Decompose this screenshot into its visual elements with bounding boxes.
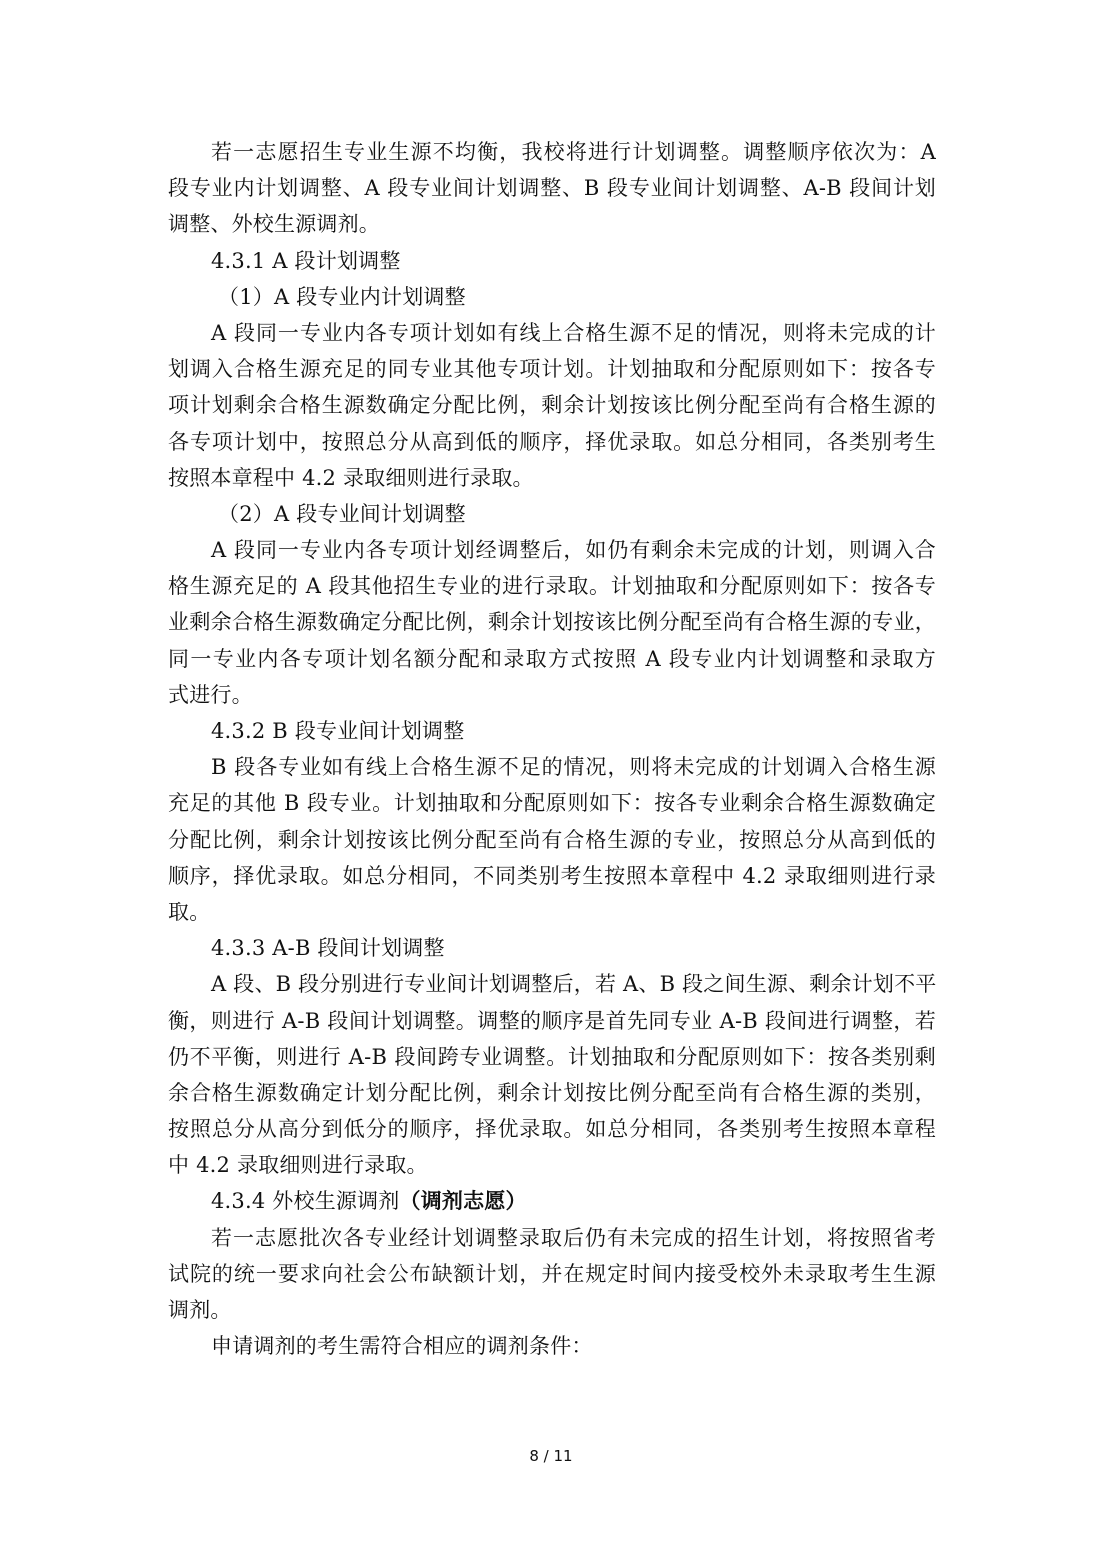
subsection-heading-2: （2）A 段专业间计划调整 xyxy=(218,501,466,526)
text-line: 充足的其他 B 段专业。计划抽取和分配原则如下：按各专业剩余合格生源数确定 xyxy=(168,791,936,816)
text-line: 分配比例，剩余计划按该比例分配至尚有合格生源的专业，按照总分从高到低的 xyxy=(168,827,936,852)
subsection-heading-1: （1）A 段专业内计划调整 xyxy=(218,284,466,309)
paragraph-ab-adjustment xyxy=(168,966,936,1183)
text-line: 项计划剩余合格生源数确定分配比例，剩余计划按该比例分配至尚有合格生源的 xyxy=(168,393,936,418)
paragraph-transfer-conditions xyxy=(168,1328,936,1364)
paragraph-external-transfer xyxy=(168,1220,936,1329)
text-line: 衡，则进行 A-B 段间计划调整。调整的顺序是首先同专业 A-B 段间进行调整，若 xyxy=(168,1008,936,1033)
text-line: 顺序，择优录取。如总分相同，不同类别考生按照本章程中 4.2 录取细则进行录 xyxy=(168,863,936,888)
text-line: B 段各专业如有线上合格生源不足的情况，则将未完成的计划调入合格生源 xyxy=(211,755,936,780)
text-line: 若一志愿批次各专业经计划调整录取后仍有未完成的招生计划，将按照省考 xyxy=(211,1225,936,1250)
paragraph-b-inter-major xyxy=(168,749,936,930)
text-line: 同一专业内各专项计划名额分配和录取方式按照 A 段专业内计划调整和录取方 xyxy=(168,646,936,671)
text-line: 余合格生源数确定计划分配比例，剩余计划按比例分配至尚有合格生源的类别， xyxy=(168,1080,936,1105)
text-line: 试院的统一要求向社会公布缺额计划，并在规定时间内接受校外未录取考生生源 xyxy=(168,1261,936,1286)
heading-text: 4.3.4 外校生源调剂 xyxy=(211,1189,400,1214)
text-line: 按照总分从高分到低分的顺序，择优录取。如总分相同，各类别考生按照本章程 xyxy=(168,1117,936,1142)
text-line: 格生源充足的 A 段其他招生专业的进行录取。计划抽取和分配原则如下：按各专 xyxy=(168,574,936,599)
text-line: 仍不平衡，则进行 A-B 段间跨专业调整。计划抽取和分配原则如下：按各类别剩 xyxy=(168,1044,936,1069)
text-line: 调剂。 xyxy=(168,1298,232,1322)
text-line: 取。 xyxy=(168,899,211,924)
text-line: 按照本章程中 4.2 录取细则进行录取。 xyxy=(168,465,534,490)
paragraph-intro xyxy=(168,134,936,243)
text-line: 调整、外校生源调剂。 xyxy=(168,212,380,237)
heading-bold-suffix: （调剂志愿） xyxy=(399,1188,527,1214)
text-line: 中 4.2 录取细则进行录取。 xyxy=(168,1153,428,1178)
text-line: 若一志愿招生专业生源不均衡，我校将进行计划调整。调整顺序依次为：A xyxy=(211,140,936,164)
text-line: 划调入合格生源充足的同专业其他专项计划。计划抽取和分配原则如下：按各专 xyxy=(168,357,936,382)
text-line: 式进行。 xyxy=(168,682,253,707)
text-line: 各专项计划中，按照总分从高到低的顺序，择优录取。如总分相同，各类别考生 xyxy=(168,429,936,454)
paragraph-a-inter-major xyxy=(168,532,936,713)
text-line: A 段同一专业内各专项计划如有线上合格生源不足的情况，则将未完成的计 xyxy=(211,320,936,345)
text-line: 业剩余合格生源数确定分配比例，剩余计划按该比例分配至尚有合格生源的专业， xyxy=(168,610,936,635)
section-heading-4-3-4 xyxy=(168,1183,936,1219)
text-line: 申请调剂的考生需符合相应的调剂条件： xyxy=(211,1334,593,1359)
paragraph-a-intra-major xyxy=(168,315,936,496)
text-line: A 段、B 段分别进行专业间计划调整后，若 A、B 段之间生源、剩余计划不平 xyxy=(211,972,937,997)
document-body xyxy=(168,134,936,1364)
text-line: A 段同一专业内各专项计划经调整后，如仍有剩余未完成的计划，则调入合 xyxy=(211,538,936,563)
section-heading-4-3-1: 4.3.1 A 段计划调整 xyxy=(211,248,401,273)
text-line: 段专业内计划调整、A 段专业间计划调整、B 段专业间计划调整、A-B 段间计划 xyxy=(168,176,936,201)
page-number: 8 / 11 xyxy=(529,1447,573,1465)
section-heading-4-3-3: 4.3.3 A-B 段间计划调整 xyxy=(211,936,445,961)
section-heading-4-3-2: 4.3.2 B 段专业间计划调整 xyxy=(211,719,465,743)
